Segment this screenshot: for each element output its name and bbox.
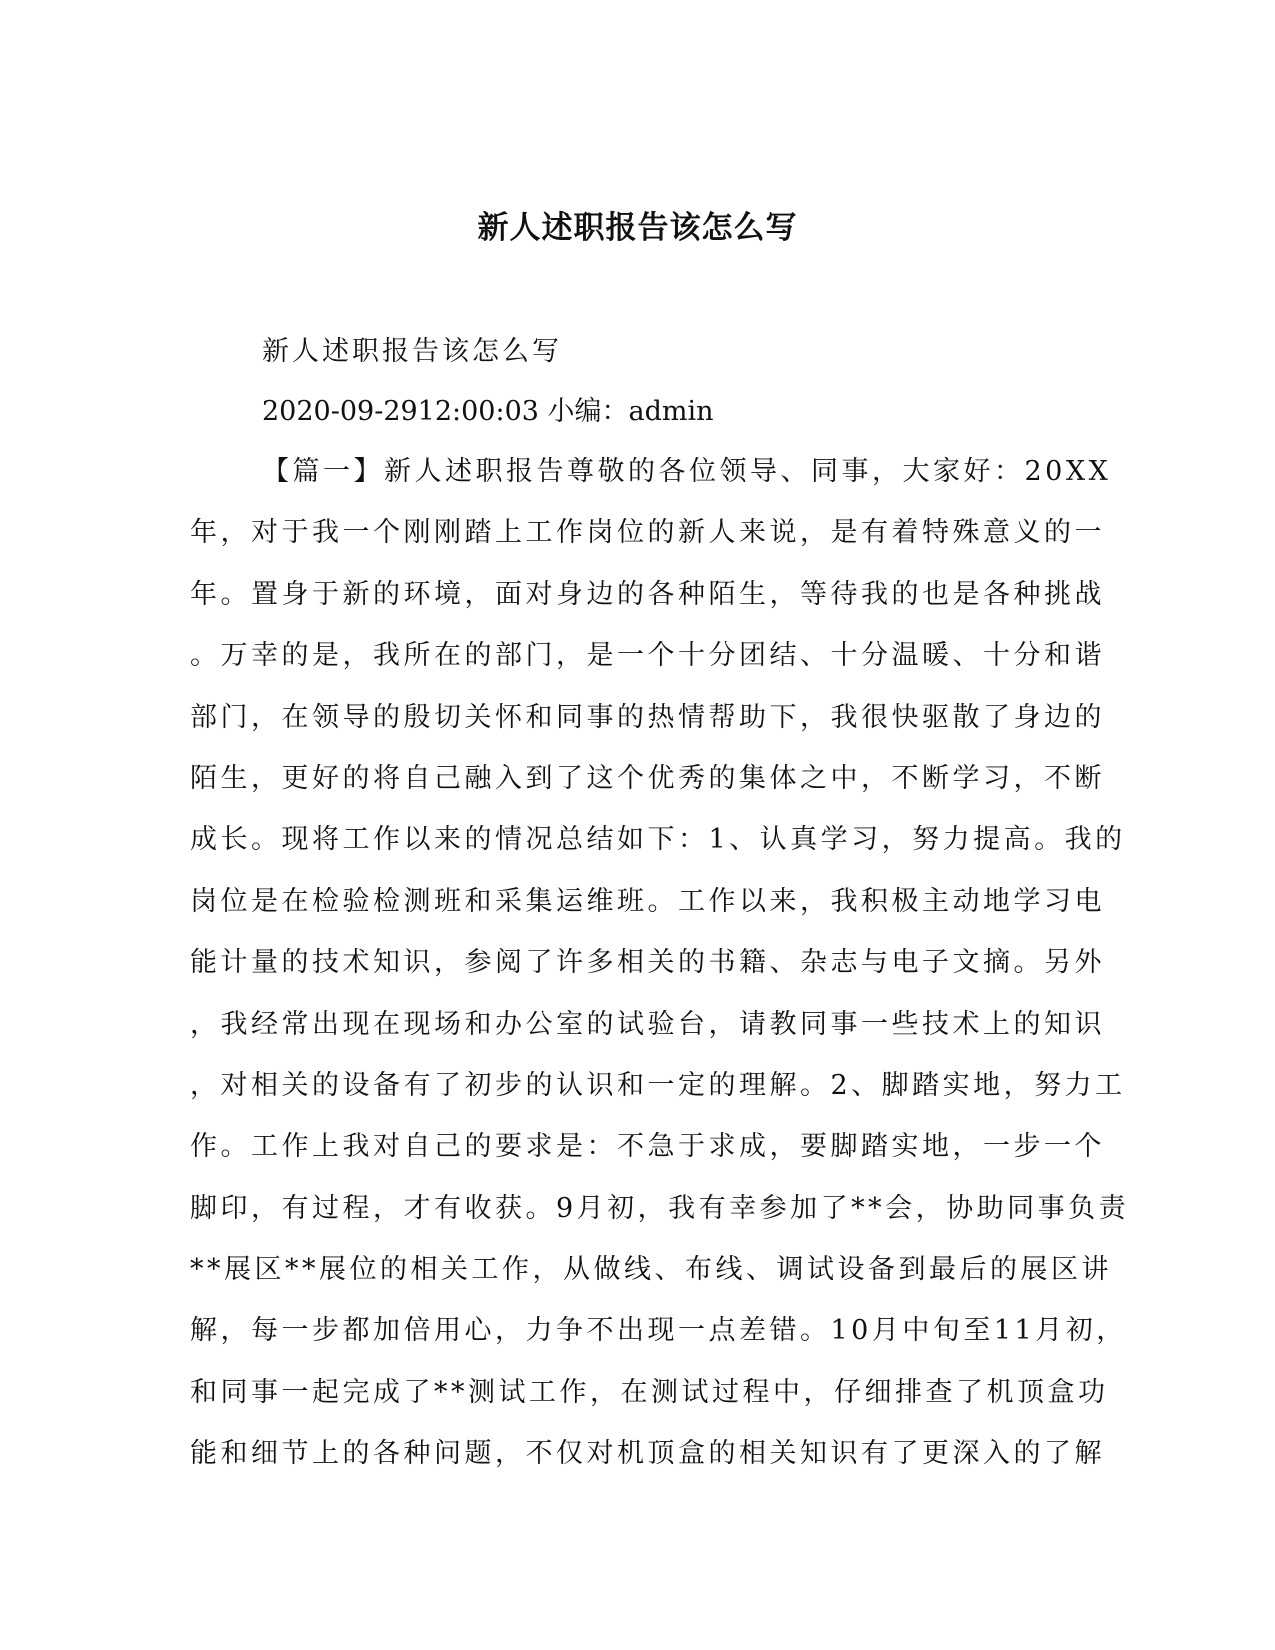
body-line: 脚印，有过程，才有收获。9月初，我有幸参加了**会，协助同事负责 — [190, 1192, 1130, 1224]
body-line: 。万幸的是，我所在的部门，是一个十分团结、十分温暖、十分和谐 — [190, 640, 1105, 672]
body-line: 和同事一起完成了**测试工作，在测试过程中，仔细排查了机顶盒功 — [190, 1376, 1109, 1408]
body-line: 作。工作上我对自己的要求是：不急于求成，要脚踏实地，一步一个 — [190, 1131, 1105, 1163]
body-line: 陌生，更好的将自己融入到了这个优秀的集体之中，不断学习，不断 — [190, 762, 1105, 794]
document-title: 新人述职报告该怎么写 — [477, 210, 798, 246]
body-line: ，我经常出现在现场和办公室的试验台，请教同事一些技术上的知识 — [190, 1008, 1105, 1040]
body-line: 年，对于我一个刚刚踏上工作岗位的新人来说，是有着特殊意义的一 — [190, 517, 1105, 549]
document-subtitle: 新人述职报告该怎么写 — [262, 336, 562, 367]
body-line: 能计量的技术知识，参阅了许多相关的书籍、杂志与电子文摘。另外 — [190, 947, 1105, 979]
body-line: ，对相关的设备有了初步的认识和一定的理解。2、脚踏实地，努力工 — [190, 1069, 1126, 1101]
body-line: **展区**展位的相关工作，从做线、布线、调试设备到最后的展区讲 — [190, 1254, 1112, 1286]
body-line: 【篇一】新人述职报告尊敬的各位领导、同事，大家好：20XX — [262, 456, 1112, 487]
body-line: 岗位是在检验检测班和采集运维班。工作以来，我积极主动地学习电 — [190, 885, 1105, 917]
body-line: 成长。现将工作以来的情况总结如下：1、认真学习，努力提高。我的 — [190, 824, 1126, 856]
body-line: 能和细节上的各种问题，不仅对机顶盒的相关知识有了更深入的了解 — [190, 1438, 1105, 1470]
body-line: 解，每一步都加倍用心，力争不出现一点差错。10月中旬至11月初， — [190, 1315, 1127, 1347]
body-line: 年。置身于新的环境，面对身边的各种陌生，等待我的也是各种挑战 — [190, 578, 1105, 610]
publish-meta: 2020-09-2912:00:03 小编：admin — [262, 396, 714, 427]
body-line: 部门，在领导的殷切关怀和同事的热情帮助下，我很快驱散了身边的 — [190, 701, 1105, 733]
body-text — [190, 452, 1130, 1496]
